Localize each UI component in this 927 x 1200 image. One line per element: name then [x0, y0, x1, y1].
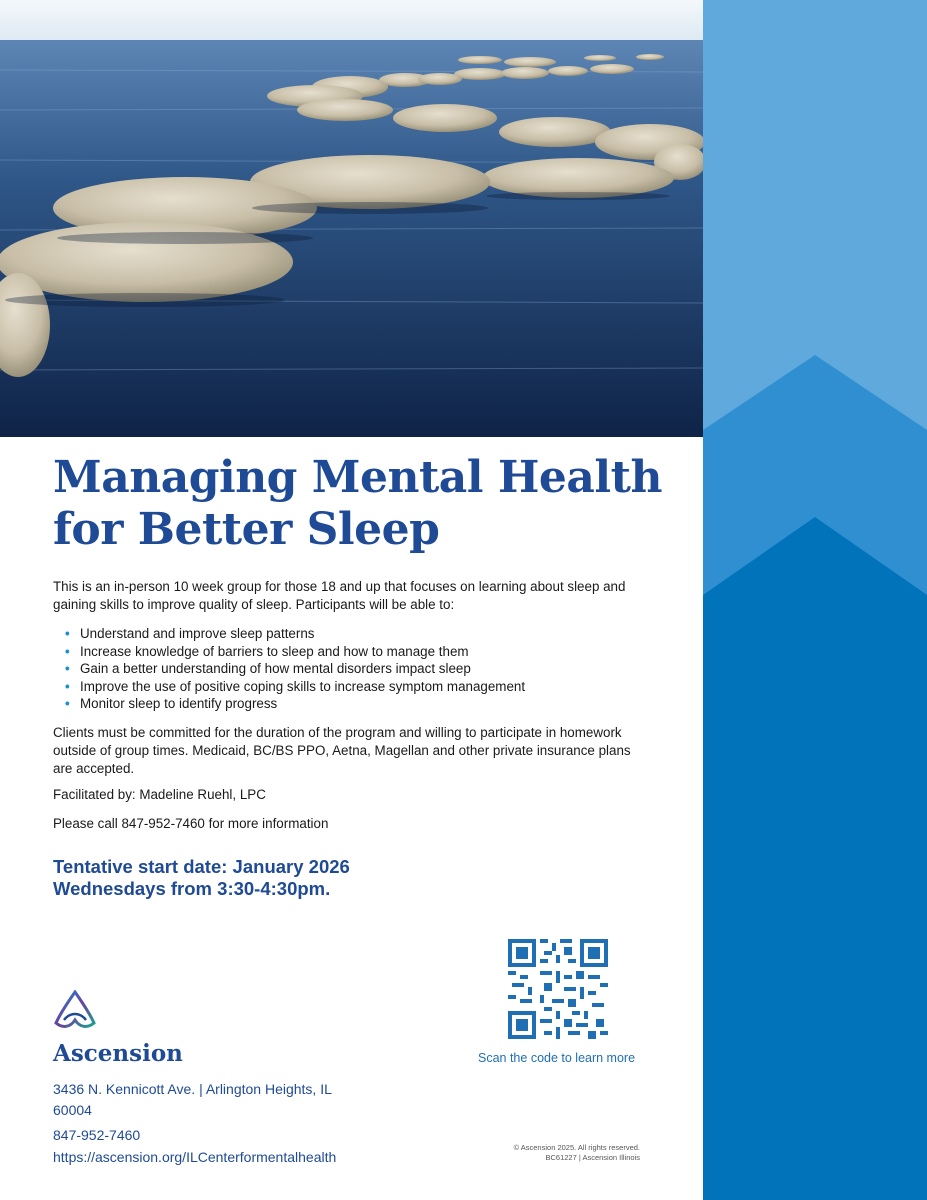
start-date: Tentative start date: January 2026: [53, 856, 350, 877]
ascension-logo-icon: [52, 990, 98, 1030]
title-line-1: Managing Mental Health: [53, 452, 662, 503]
address: 3436 N. Kennicott Ave. | Arlington Heights, IL 60004: [53, 1081, 332, 1118]
hero-image-stepping-stones: [0, 0, 703, 437]
bullet-icon: •: [65, 626, 70, 641]
decorative-blue-band: [703, 0, 927, 1200]
list-item: • Understand and improve sleep patterns: [65, 626, 315, 641]
phone-number[interactable]: 847-952-7460: [53, 1127, 141, 1143]
qr-code[interactable]: [508, 939, 608, 1039]
page-title: [53, 452, 683, 556]
bullet-icon: •: [65, 678, 70, 694]
list-item: • Gain a better understanding of how mental disorders impact sleep: [65, 661, 471, 677]
website-link[interactable]: https://ascension.org/ILCenterformentalhealth: [53, 1149, 337, 1165]
bullet-icon: •: [65, 696, 70, 712]
facilitator-line: Facilitated by: Madeline Ruehl, LPC: [53, 787, 266, 802]
session-time: Wednesdays from 3:30-4:30pm.: [53, 878, 331, 899]
list-item: • Improve the use of positive coping skills to increase symptom management: [65, 678, 526, 694]
copyright: © Ascension 2025. All rights reserved. BC61227 | Ascension Illinois: [513, 1143, 640, 1162]
bullet-icon: •: [65, 661, 70, 677]
brand-name: Ascension: [53, 1040, 183, 1067]
list-item: • Increase knowledge of barriers to sleep and how to manage them: [65, 643, 469, 659]
commitment-paragraph: Clients must be committed for the duration of the program and willing to participate in homework outside of group times. Medicaid, BC/BS PPO, Aetna, Magellan and other private insurance plans are accepted.: [53, 725, 631, 776]
qr-caption: Scan the code to learn more: [478, 1051, 636, 1065]
schedule-block: [53, 856, 350, 900]
title-line-2: for Better Sleep: [53, 504, 440, 555]
outcomes-list: [63, 625, 663, 713]
list-item: • Monitor sleep to identify progress: [65, 696, 278, 712]
call-line: Please call 847-952-7460 for more information: [53, 816, 329, 831]
intro-paragraph: This is an in-person 10 week group for those 18 and up that focuses on learning about sleep and gaining skills to improve quality of sleep. Participants will be able to:: [53, 579, 626, 612]
bullet-icon: •: [65, 643, 70, 659]
